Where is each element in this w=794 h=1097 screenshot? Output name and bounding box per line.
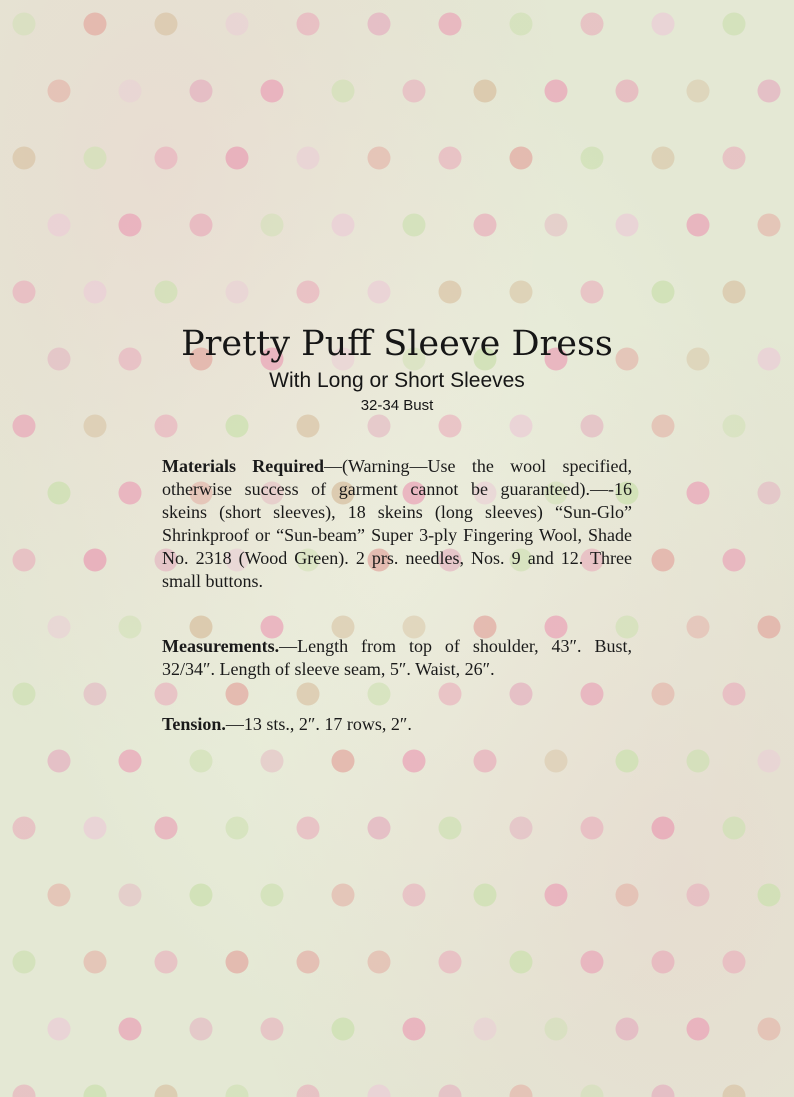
pattern-title: Pretty Puff Sleeve Dress: [181, 324, 613, 364]
pattern-size: 32-34 Bust: [360, 397, 434, 414]
materials-paragraph: [162, 455, 632, 592]
materials-text: —(Warning—Use the wool specified, otherwise success of garment cannot be guaranteed).—-16 skeins (short sleeves), 18 skeins (long sleeves) “Sun-Glo” Shrinkproof or “Sun-beam” Super 3-ply Fingering Wool, Shade No. 2318 (Wood Green). 2 prs. needles, Nos. 9 and 12. Three small buttons.: [162, 456, 632, 591]
pattern-subtitle: With Long or Short Sleeves: [269, 369, 525, 392]
measurements-text: —Length from top of shoulder, 43″. Bust, 32/34″. Length of sleeve seam, 5″. Waist, 26″.: [162, 636, 632, 679]
measurements-paragraph: [162, 635, 632, 681]
materials-label: Materials Required: [162, 456, 324, 476]
measurements-label: Measurements.: [162, 636, 280, 656]
tension-paragraph: [162, 713, 632, 736]
tension-label: Tension.: [162, 714, 226, 734]
tension-text: —13 sts., 2″. 17 rows, 2″.: [225, 714, 412, 734]
